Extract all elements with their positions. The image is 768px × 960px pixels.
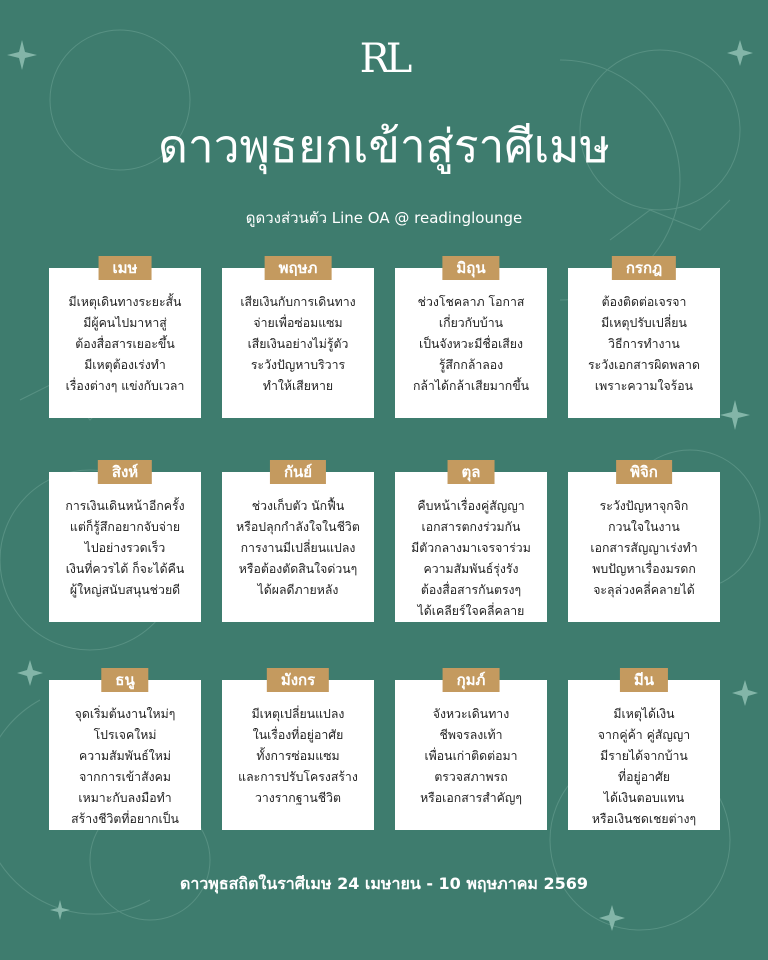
zodiac-sign-label: กุมภ์ [443, 668, 500, 692]
forecast-line: มีเหตุปรับเปลี่ยน [601, 316, 687, 330]
forecast-line: การเงินเดินหน้าอีกครั้ง [65, 499, 185, 513]
zodiac-forecast [49, 496, 201, 601]
forecast-line: แต่ก็รู้สึกอยากจับจ่าย [69, 520, 181, 534]
forecast-line: จ่ายเพื่อซ่อมแซม [253, 316, 343, 330]
forecast-line: ความสัมพันธ์ใหม่ [79, 749, 171, 763]
logo: RL [359, 36, 409, 82]
forecast-line: มีตัวกลางมาเจรจาร่วม [411, 541, 531, 555]
forecast-line: เอกสารสัญญาเร่งทำ [590, 541, 698, 555]
subtitle: ดูดวงส่วนตัว Line OA @ readinglounge [245, 209, 523, 227]
zodiac-card [395, 671, 547, 830]
zodiac-forecast [222, 496, 374, 601]
forecast-line: เพราะความใจร้อน [594, 379, 694, 393]
forecast-line: มีผู้คนไปมาหาสู่ [83, 316, 167, 330]
forecast-line: การงานมีเปลี่ยนแปลง [240, 541, 356, 555]
forecast-line: ทำให้เสียหาย [262, 379, 334, 393]
forecast-line: เสียเงินกับการเดินทาง [240, 295, 356, 309]
forecast-line: จากการเข้าสังคม [79, 770, 171, 784]
forecast-line: รู้สึกกล้าลอง [438, 358, 504, 372]
forecast-line: ระวังปัญหาบริวาร [250, 358, 346, 372]
forecast-line: เหมาะกับลงมือทำ [78, 791, 172, 805]
forecast-line: สร้างชีวิตที่อยากเป็น [71, 812, 179, 826]
zodiac-card [222, 463, 374, 622]
zodiac-forecast [395, 496, 547, 622]
zodiac-sign-label: มีน [620, 668, 668, 692]
forecast-line: ในเรื่องที่อยู่อาศัย [252, 728, 344, 742]
forecast-line: มีเหตุเดินทางระยะสั้น [68, 295, 182, 309]
forecast-line: มีเหตุเปลี่ยนแปลง [251, 707, 345, 721]
forecast-line: หรือเงินชดเชยต่างๆ [591, 812, 697, 826]
forecast-line: วางรากฐานชีวิต [254, 791, 342, 805]
zodiac-card [222, 671, 374, 830]
forecast-line: ผู้ใหญ่สนับสนุนช่วยดี [69, 583, 181, 597]
forecast-line: กวนใจในงาน [608, 520, 680, 534]
forecast-line: เสียเงินอย่างไม่รู้ตัว [247, 337, 349, 351]
forecast-line: ทั้งการซ่อมแซม [256, 749, 340, 763]
footer-date-range: ดาวพุธสถิตในราศีเมษ 24 เมษายน - 10 พฤษภาคม 2569 [179, 874, 589, 893]
forecast-line: ไปอย่างรวดเร็ว [84, 541, 166, 555]
forecast-line: ระวังปัญหาจุกจิก [599, 499, 689, 513]
zodiac-forecast [568, 292, 720, 397]
zodiac-card [49, 259, 201, 418]
zodiac-sign-label: ตุล [448, 460, 495, 484]
forecast-line: ช่วงโชคลาภ โอกาส [417, 295, 525, 309]
forecast-line: มีเหตุได้เงิน [613, 707, 675, 721]
forecast-line: พบปัญหาเรื่องมรดก [592, 562, 696, 576]
zodiac-card [395, 259, 547, 418]
forecast-line: ที่อยู่อาศัย [618, 770, 670, 784]
forecast-line: ชีพจรลงเท้า [439, 728, 503, 742]
zodiac-forecast [395, 292, 547, 397]
zodiac-sign-label: กรกฎ [612, 256, 676, 280]
zodiac-card [49, 671, 201, 830]
forecast-line: จุดเริ่มต้นงานใหม่ๆ [74, 707, 176, 721]
zodiac-sign-label: มิถุน [442, 256, 499, 280]
zodiac-card [568, 259, 720, 418]
zodiac-forecast [222, 292, 374, 397]
zodiac-forecast [568, 496, 720, 601]
forecast-line: ได้เงินตอบแทน [603, 791, 685, 805]
forecast-line: วิธีการทำงาน [608, 337, 680, 351]
zodiac-forecast [49, 292, 201, 397]
forecast-line: ระวังเอกสารผิดพลาด [588, 358, 700, 372]
zodiac-sign-label: พิจิก [616, 460, 672, 484]
forecast-line: หรือปลุกกำลังใจในชีวิต [236, 520, 360, 534]
forecast-line: เพื่อนเก่าติดต่อมา [424, 749, 518, 763]
zodiac-sign-label: ธนู [101, 668, 148, 692]
zodiac-sign-label: เมษ [99, 256, 152, 280]
forecast-line: จากคู่ค้า คู่สัญญา [597, 728, 691, 742]
forecast-line: คืบหน้าเรื่องคู่สัญญา [417, 499, 525, 513]
zodiac-forecast [222, 704, 374, 809]
zodiac-card [49, 463, 201, 622]
forecast-line: มีรายได้จากบ้าน [600, 749, 688, 763]
forecast-line: เรื่องต่างๆ แข่งกับเวลา [65, 379, 185, 393]
forecast-line: มีเหตุต้องเร่งทำ [84, 358, 166, 372]
forecast-line: เงินที่ควรได้ ก็จะได้คืน [65, 562, 185, 576]
page-title: ดาวพุธยกเข้าสู่ราศีเมษ [158, 119, 610, 173]
zodiac-sign-label: กันย์ [270, 460, 326, 484]
forecast-line: ต้องสื่อสารกันตรงๆ [420, 583, 522, 597]
zodiac-sign-label: พฤษภ [265, 256, 332, 280]
forecast-line: ตรวจสภาพรถ [434, 770, 508, 784]
forecast-line: ต้องสื่อสารเยอะขึ้น [75, 337, 175, 351]
zodiac-sign-label: สิงห์ [98, 460, 152, 484]
zodiac-card [568, 671, 720, 830]
forecast-line: และการปรับโครงสร้าง [238, 770, 358, 784]
forecast-line: ต้องติดต่อเจรจา [601, 295, 687, 309]
forecast-line: ช่วงเก็บตัว นักฟื้น [251, 499, 345, 513]
forecast-line: ได้เคลียร์ใจคลี่คลาย [417, 604, 525, 618]
forecast-line: ความสัมพันธ์รุ่งรัง [423, 562, 519, 576]
zodiac-card [395, 463, 547, 622]
zodiac-forecast [568, 704, 720, 830]
forecast-line: เกี่ยวกับบ้าน [438, 316, 504, 330]
zodiac-sign-label: มังกร [267, 668, 329, 692]
forecast-line: กล้าได้กล้าเสียมากขึ้น [412, 379, 530, 393]
zodiac-card [222, 259, 374, 418]
forecast-line: ได้ผลดีภายหลัง [257, 583, 339, 597]
forecast-line: เป็นจังหวะมีชื่อเสียง [419, 337, 523, 351]
forecast-line: จังหวะเดินทาง [432, 707, 510, 721]
forecast-line: หรือเอกสารสำคัญๆ [420, 791, 522, 805]
forecast-line: หรือต้องตัดสินใจด่วนๆ [238, 562, 358, 576]
forecast-line: จะลุล่วงคลี่คลายได้ [593, 583, 695, 597]
zodiac-card [568, 463, 720, 622]
forecast-line: โปรเจคใหม่ [93, 728, 157, 742]
zodiac-forecast [395, 704, 547, 809]
forecast-line: เอกสารตกงร่วมกัน [421, 520, 521, 534]
zodiac-forecast [49, 704, 201, 830]
